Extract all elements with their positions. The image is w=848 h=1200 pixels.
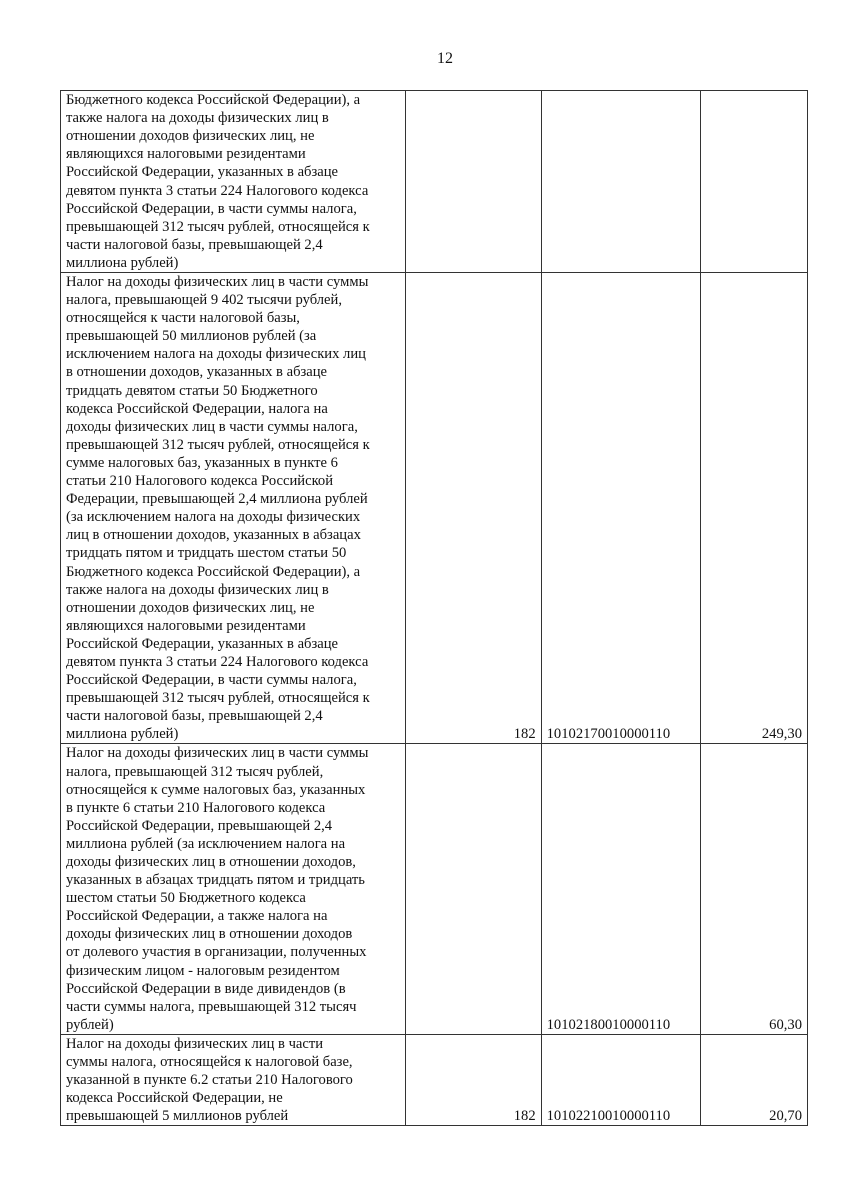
row-admin-code [406,744,541,1035]
row-kbk-code: 10102210010000110 [541,1034,700,1125]
row-description: Налог на доходы физических лиц в части суммы налога, относящейся к налоговой базе, указанной в пункте 6.2 статьи 210 Налогового кодекса Российской Федерации, не превышающей 5 миллионов рублей [61,1034,406,1125]
table-row [61,744,808,1035]
row-admin-code: 182 [406,1034,541,1125]
row-amount: 249,30 [700,273,807,744]
page-number: 12 [437,50,453,67]
table-row [61,1034,808,1125]
row-kbk-code: 10102170010000110 [541,273,700,744]
row-amount [700,91,807,273]
row-description: Бюджетного кодекса Российской Федерации), а также налога на доходы физических лиц в отношении доходов физических лиц, не являющихся налоговыми резидентами Российской Федерации, указанных в абзаце девятом пункта 3 статьи 224 Налогового кодекса Российской Федерации, в части суммы налога, превышающей 312 тысяч рублей, относящейся к части налоговой базы, превышающей 2,4 миллиона рублей) [61,91,406,273]
row-admin-code [406,91,541,273]
row-description: Налог на доходы физических лиц в части суммы налога, превышающей 312 тысяч рублей, относящейся к сумме налоговых баз, указанных в пункте 6 статьи 210 Налогового кодекса Российской Федерации, превышающей 2,4 миллиона рублей (за исключением налога на доходы физических лиц в отношении доходов, указанных в абзацах тридцать пятом и тридцать шестом статьи 50 Бюджетного кодекса Российской Федерации, а также налога на доходы физических лиц в отношении доходов от долевого участия в организации, полученных физическим лицом - налоговым резидентом Российской Федерации в виде дивидендов (в части суммы налога, превышающей 312 тысяч рублей) [61,744,406,1035]
row-amount: 60,30 [700,744,807,1035]
row-amount: 20,70 [700,1034,807,1125]
revenue-table [60,90,808,1126]
row-kbk-code: 10102180010000110 [541,744,700,1035]
table-row [61,273,808,744]
row-description: Налог на доходы физических лиц в части суммы налога, превышающей 9 402 тысячи рублей, относящейся к части налоговой базы, превышающей 50 миллионов рублей (за исключением налога на доходы физических лиц в отношении доходов, указанных в абзаце тридцать девятом статьи 50 Бюджетного кодекса Российской Федерации, налога на доходы физических лиц в части суммы налога, превышающей 312 тысяч рублей, относящейся к сумме налоговых баз, указанных в пункте 6 статьи 210 Налогового кодекса Российской Федерации, превышающей 2,4 миллиона рублей (за исключением налога на доходы физических лиц в отношении доходов, указанных в абзацах тридцать пятом и тридцать шестом статьи 50 Бюджетного кодекса Российской Федерации), а также налога на доходы физических лиц в отношении доходов физических лиц, не являющихся налоговыми резидентами Российской Федерации, указанных в абзаце девятом пункта 3 статьи 224 Налогового кодекса Российской Федерации, в части суммы налога, превышающей 312 тысяч рублей, относящейся к части налоговой базы, превышающей 2,4 миллиона рублей) [61,273,406,744]
row-admin-code: 182 [406,273,541,744]
row-kbk-code [541,91,700,273]
table-row [61,91,808,273]
